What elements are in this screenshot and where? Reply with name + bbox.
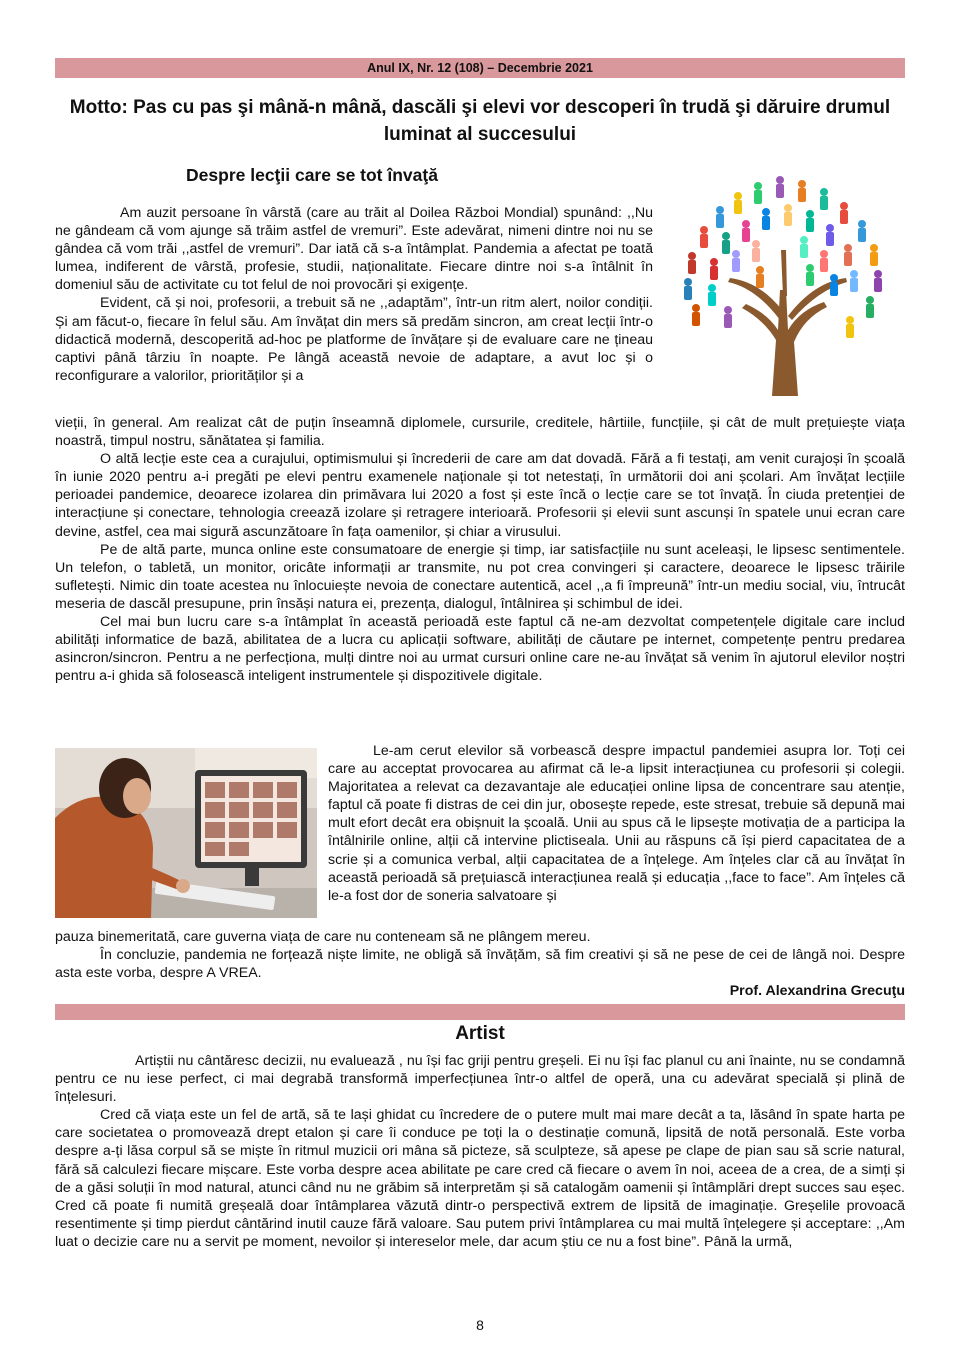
- author-signature: Prof. Alexandrina Grecuţu: [729, 983, 905, 999]
- article2-body: [55, 1052, 905, 1251]
- paragraph: Cred că viața este un fel de artă, să te lași ghidat cu încredere de o putere mult mai mare decât a ta, lăsând în spate harta pe care societatea o promovează drept etalon și care îi conduce pe toți la o destinație comună, lipsită de notă personală. Este vorba despre a-ți lăsa corpul să se miște în ritmul muzicii ori mâna să picteze, să sculpteze, să apese pe clape de pian sau să scrie natural, fără să calculezi fiecare mișcare. Este vorba despre acea abilitate pe care cred că fiecare o avem în noi, aceea de a crea, de a simți și de a găsi soluții în mod natural, atunci când nu ne grăbim să interpretăm și să catalogăm oamenii și întâmplări drept succes sau eșec. Cred că poate fi numită greșeală doar întâmplarea văzută dintr-o perspectivă extrem de lipsită de imaginație. Greșelile provoacă resentimente și timp pierdut cântărind inutil cauze fără valoare. Sau putem privi întâmplarea cu mai multă înțelegere și acceptare: ,,Am luat o decizie care nu a servit pe moment, nevoilor și intereselor mele, dar acum știu ce nu a fost bine”. Până la urmă,: [55, 1107, 905, 1250]
- article-body-end: [55, 928, 905, 982]
- article-body-beside-photo: [328, 742, 905, 905]
- people-tree-illustration: [664, 170, 906, 396]
- paragraph: pauza binemeritată, care guverna viața de care nu conteneam să ne plângem mereu.: [55, 929, 591, 945]
- paragraph: Evident, că și noi, profesorii, a trebuit să ne ,,adaptăm”, într-un ritm alert, noilor condiții. Și am făcut-o, fiecare în felul său. Am învățat din mers să predăm sincron, am creat lecții într-o didactică modernă, descoperită ad-hoc pe platforme de învățare și de evaluare care ne țineau captivi până târziu în noapte. Pe lângă această nevoie de adaptare, a avut loc și o reconfigurare a valorilor, priorităților și a: [55, 295, 653, 384]
- article-body-top: [55, 204, 653, 385]
- paragraph: O altă lecție este cea a curajului, optimismului și încrederii de care am dat dovadă. Fără a fi testați, am venit curajoși în școală în iunie 2020 pentru a-i pregăti pe elevi pentru examenele naționale și tot netestați, în următorii doi ani școlari. Am învățat lecțiile perioadei pandemice, deoarece izolarea din primăvara lui 2020 a fost și este încă o lecție care se tot învață. În ciuda pretenției de interacțiune și conectare, tehnologia creează izolare și retragere interioară. Profesorii și elevii sunt ascunși în spatele unui ecran care devine, astfel, cea mai sigură ascunzătoare în fața oamenilor, și chiar a virusului.: [55, 451, 905, 540]
- student-online-class-photo: [55, 748, 317, 918]
- paragraph: Artiștii nu cântăresc decizii, nu evaluează , nu își fac griji pentru greșeli. Ei nu își fac planul cu ani înainte, nu se condamnă pentru ce nu iese perfect, ci mai degrabă transformă imperfecțiunea într-o altfel de operă, una cu adevărat specială și plină de înțelesuri.: [55, 1053, 905, 1106]
- article-title: Artist: [455, 1023, 505, 1044]
- motto: Motto: Pas cu pas şi mână-n mână, dascăli şi elevi vor descoperi în trudă şi dăruire drumul luminat al succesului: [69, 97, 891, 145]
- header-band: [55, 58, 905, 78]
- paragraph: În concluzie, pandemia ne forțează niște limite, ne obligă să învățăm, să fim creativi și să ne pese de cei de lângă noi. Despre asta este vorba, despre A VREA.: [55, 947, 905, 982]
- issue-label: Anul IX, Nr. 12 (108) – Decembrie 2021: [367, 61, 593, 75]
- paragraph: Le-am cerut elevilor să vorbească despre impactul pandemiei asupra lor. Toți cei care au acceptat provocarea au afirmat că le-a lipsit interacțiunea cu profesorii și colegii. Majoritatea a relevat ca dezavantaje ale educației online lipsa de concentrare sau atenție, faptul că poate fi distras de cei din jur, obosește repede, este stresat, trebuie să depună mai mult efort decât era obișnuit la școală. Unii au spus că le lipsește motivația de a participa la întâlnirile online, alții că intervine plictiseala. Unii au răspuns că își pierd capacitatea de a scrie și a comunica verbal, alții capacitatea de a înțelege. Am înțeles clar că au învățat în această perioadă să prețuiască interacțiunea reală și educația ,,face to face”. Am înțeles că le-a fost dor de soneria salvatoare și: [328, 743, 905, 904]
- paragraph: Am auzit persoane în vârstă (care au trăit al Doilea Război Mondial) spunând: ,,Nu ne gândeam că vom ajunge să trăim astfel de vremuri”. Este adevărat, nimeni dintre noi nu se gândea că vom trăi ,,astfel de vremuri”. Dar iată că s-a întâmplat. Pandemia a afectat pe toată lumea, indiferent de vârstă, profesie, studii, naționalitate. Fiecare dintre noi s-a întâlnit în domeniul său de activitate cu tot felul de noi provocări și exigențe.: [55, 205, 653, 294]
- section-divider-band: [55, 1004, 905, 1020]
- tree-trunk: [728, 250, 847, 396]
- paragraph: Cel mai bun lucru care s-a întâmplat în această perioadă este faptul că ne-am dezvoltat competențele digitale care includ abilități informatice de bază, abilitatea de a lucra cu aplicații software, abilități de căutare pe internet, competențe pentru predarea asincron/sincron. Pentru a ne perfecționa, mulți dintre noi au urmat cursuri online care ne-au învățat să venim în ajutorul elevilor noștri pentru a-i ghida să folosească inteligent instrumentele și dispozitivele digitale.: [55, 614, 905, 685]
- paragraph: Pe de altă parte, munca online este consumatoare de energie și timp, iar satisfacțiile nu sunt aceleași, le lipsesc sentimentele. Un telefon, o tabletă, un monitor, oricâte informații ar transmite, nu pot crea convingeri și caractere, deoarece le lipsesc trăirile sufletești. Nimic din toate acestea nu înlocuiește nevoia de conectare autentică, acel ,,a fi împreună” într-un mediu social, viu, întrucât meseria de dascăl presupune, prin însăși natura ei, prezența, dialogul, întâlnirea și schimbul de idei.: [55, 541, 905, 612]
- paragraph: vieții, în general. Am realizat cât de puțin înseamnă diplomele, cursurile, creditele, hârtiile, funcțiile, și cât de mult prețuiește viața noastră, timpul nostru, sănătatea și familia.: [55, 415, 905, 450]
- article-title: Despre lecţii care se tot învaţă: [186, 165, 438, 185]
- page-number: 8: [476, 1317, 484, 1333]
- article-body-middle: [55, 414, 905, 685]
